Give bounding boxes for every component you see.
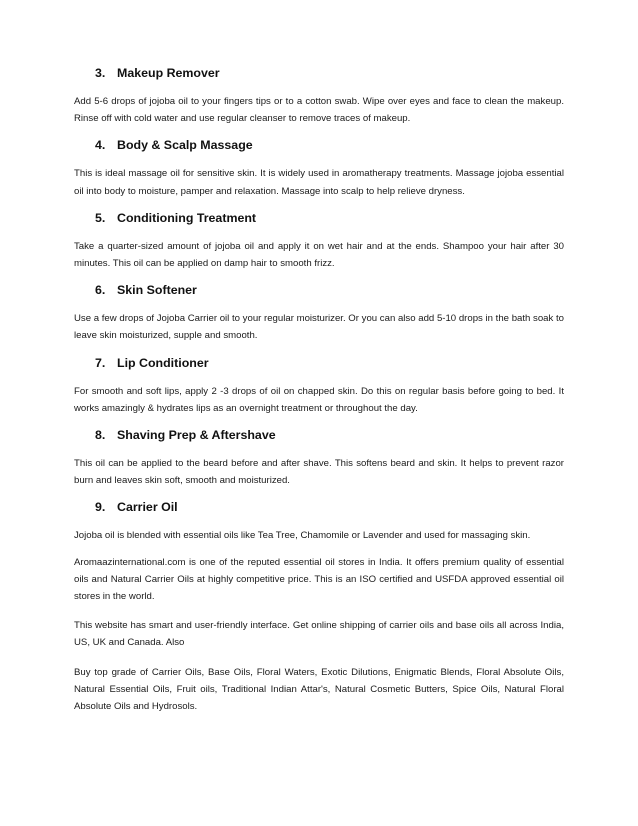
- section-body-scalp-massage: [74, 136, 564, 199]
- closing-text: [74, 554, 564, 716]
- section-heading: [74, 426, 564, 444]
- section-heading: [74, 498, 564, 516]
- section-heading: [74, 281, 564, 299]
- section-lip-conditioner: [74, 354, 564, 417]
- section-makeup-remover: [74, 64, 564, 127]
- section-heading: [74, 64, 564, 82]
- section-carrier-oil: [74, 498, 564, 544]
- section-number: 4.: [95, 138, 106, 153]
- section-number: 3.: [95, 66, 106, 80]
- section-paragraph: Take a quarter-sized amount of jojoba oil and apply it on wet hair and at the ends. Shampoo your hair after 30 minutes. This oil can be applied on damp hair to smooth frizz.: [74, 240, 564, 270]
- section-heading: [74, 136, 564, 154]
- section-title: Carrier Oil: [117, 500, 178, 515]
- closing-paragraph: This website has smart and user-friendly interface. Get online shipping of carrier oils and base oils all across India, US, UK and Canada. Also: [74, 620, 564, 649]
- section-number: 9.: [95, 500, 106, 515]
- section-heading: [74, 209, 564, 227]
- section-paragraph: This oil can be applied to the beard before and after shave. This softens beard and skin. It helps to prevent razor burn and leaves skin soft, smooth and moisturized.: [74, 458, 564, 487]
- section-paragraph: Add 5-6 drops of jojoba oil to your fingers tips or to a cotton swab. Wipe over eyes and face to clean the makeup. Rinse off with cold water and use regular cleanser to remove traces of makeup.: [74, 96, 564, 125]
- section-heading: [74, 354, 564, 372]
- section-title: Skin Softener: [117, 283, 197, 298]
- section-conditioning-treatment: [74, 209, 564, 272]
- section-paragraph: Use a few drops of Jojoba Carrier oil to your regular moisturizer. Or you can also add 5-10 drops in the bath soak to leave skin moisturized, supple and smooth.: [74, 313, 564, 342]
- section-skin-softener: [74, 281, 564, 344]
- section-number: 5.: [95, 210, 106, 225]
- section-paragraph: This is ideal massage oil for sensitive skin. It is widely used in aromatherapy treatments. Massage jojoba essential oil into body to moisture, pamper and relaxation. Massage into scalp to help relieve dryness.: [74, 168, 564, 197]
- section-number: 7.: [95, 355, 106, 370]
- section-title: Lip Conditioner: [117, 355, 209, 370]
- section-paragraph: For smooth and soft lips, apply 2 -3 drops of oil on chapped skin. Do this on regular basis before going to bed. It works amazingly & hydrates lips as an overnight treatment or throughout the day.: [74, 385, 564, 414]
- section-shaving-prep: [74, 426, 564, 489]
- closing-paragraph: Buy top grade of Carrier Oils, Base Oils, Floral Waters, Exotic Dilutions, Enigmatic Blends, Floral Absolute Oils, Natural Essential Oils, Fruit oils, Traditional Indian Attar's, Natural Cosmetic Butters, Spice Oils, Natural Floral Absolute Oils and Hydrosols.: [74, 666, 564, 713]
- closing-paragraph: Aromaazinternational.com is one of the reputed essential oil stores in India. It offers premium quality of essential oils and Natural Carrier Oils at highly competitive price. This is an ISO certified and USFDA approved essential oil stores in the world.: [74, 556, 564, 603]
- section-title: Body & Scalp Massage: [117, 138, 253, 153]
- section-number: 6.: [95, 283, 106, 298]
- section-title: Shaving Prep & Aftershave: [117, 428, 276, 443]
- section-number: 8.: [95, 428, 106, 443]
- section-title: Makeup Remover: [117, 66, 220, 80]
- section-paragraph: Jojoba oil is blended with essential oils like Tea Tree, Chamomile or Lavender and used for massaging skin.: [74, 530, 531, 542]
- section-title: Conditioning Treatment: [117, 210, 257, 225]
- document-page: [74, 64, 564, 727]
